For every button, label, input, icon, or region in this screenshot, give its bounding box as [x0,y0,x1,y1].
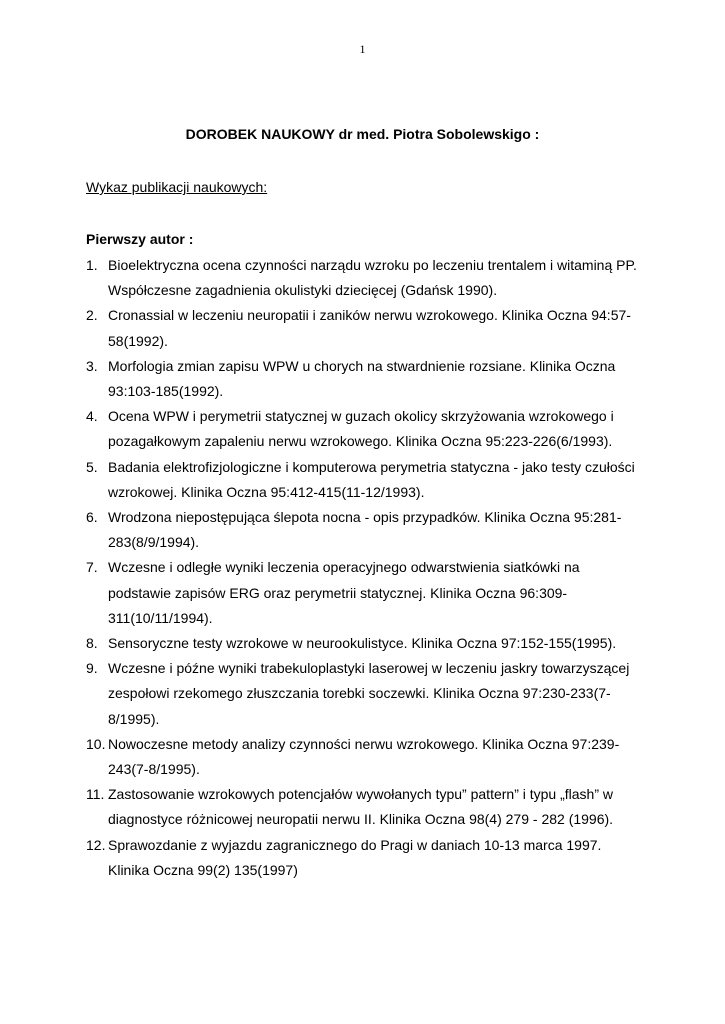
publication-number: 1. [86,257,98,273]
publication-item [86,303,646,353]
publication-item [86,833,646,883]
publication-number: 5. [86,458,98,475]
publication-item [86,782,646,832]
publication-item [86,656,646,732]
publication-text: Sensoryczne testy wzrokowe w neurookulistyce. Klinika Oczna 97:152-155(1995). [108,635,617,652]
publications-subheading: Wykaz publikacji naukowych: [86,179,268,195]
document-title: DOROBEK NAUKOWY dr med. Piotra Sobolewskigo : [185,126,540,142]
publication-item [86,354,646,404]
publication-number: 11. [86,786,105,803]
publication-number: 9. [86,660,98,677]
publication-number: 10. [86,735,106,752]
publication-list [86,253,646,883]
publication-number: 7. [86,559,98,576]
page-number: 1 [359,42,366,56]
publication-item [86,455,646,505]
publication-number: 6. [86,509,98,526]
publication-number: 8. [86,635,98,652]
publication-number: 3. [86,357,98,374]
publication-text: Morfologia zmian zapisu WPW u chorych na stwardnienie rozsiane. Klinika Oczna 93:103-185(1992). [108,357,616,400]
publication-number: 12. [86,836,106,853]
publication-item [86,253,646,303]
publication-text: Nowoczesne metody analizy czynności nerwu wzrokowego. Klinika Oczna 97:239-243(7-8/1995). [108,735,620,778]
publication-item [86,404,646,454]
publication-text: Badania elektrofizjologiczne i komputerowa perymetria statyczna - jako testy czułości wzrokowej. Klinika Oczna 95:412-415(11-12/1993). [108,458,635,500]
publication-number: 4. [86,408,98,425]
publication-text: Wrodzona niepostępująca ślepota nocna - opis przypadków. Klinika Oczna 95:281-283(8/9/1994). [108,509,622,551]
publication-text: Sprawozdanie z wyjazdu zagranicznego do Pragi w daniach 10-13 marca 1997. Klinika Oczna 99(2) 135(1997) [108,836,602,878]
publication-text: Cronassial w leczeniu neuropatii i zaników nerwu wzrokowego. Klinika Oczna 94:57-58(1992). [108,307,631,349]
first-author-section-label: Pierwszy autor : [86,231,194,247]
publication-item [86,555,646,631]
publication-item [86,631,646,656]
publication-number: 2. [86,307,98,324]
publication-text: Ocena WPW i perymetrii statycznej w guzach okolicy skrzyżowania wzrokowego i pozagałkowym zapaleniu nerwu wzrokowego. Klinika Oczna 95:223-226(6/1993). [108,408,614,450]
publication-item [86,732,646,782]
publication-text: Zastosowanie wzrokowych potencjałów wywołanych typu” pattern” i typu „flash” w diagnostyce różnicowej neuropatii nerwu II. Klinika Oczna 98(4) 279 - 282 (1996). [108,786,614,828]
publication-text: Wczesne i odległe wyniki leczenia operacyjnego odwarstwienia siatkówki na podstawie zapisów ERG oraz perymetrii statycznej. Klinika Oczna 96:309-311(10/11/1994). [108,559,580,626]
publication-text: Bioelektryczna ocena czynności narządu wzroku po leczeniu trentalem i witaminą PP. Współczesne zagadnienia okulistyki dziecięcej (Gdańsk 1990). [108,257,637,299]
publication-text: Wczesne i późne wyniki trabekuloplastyki laserowej w leczeniu jaskry towarzyszącej zespołowi rzekomego złuszczania torebki soczewki. Klinika Oczna 97:230-233(7-8/1995). [108,660,630,727]
publication-item [86,505,646,555]
